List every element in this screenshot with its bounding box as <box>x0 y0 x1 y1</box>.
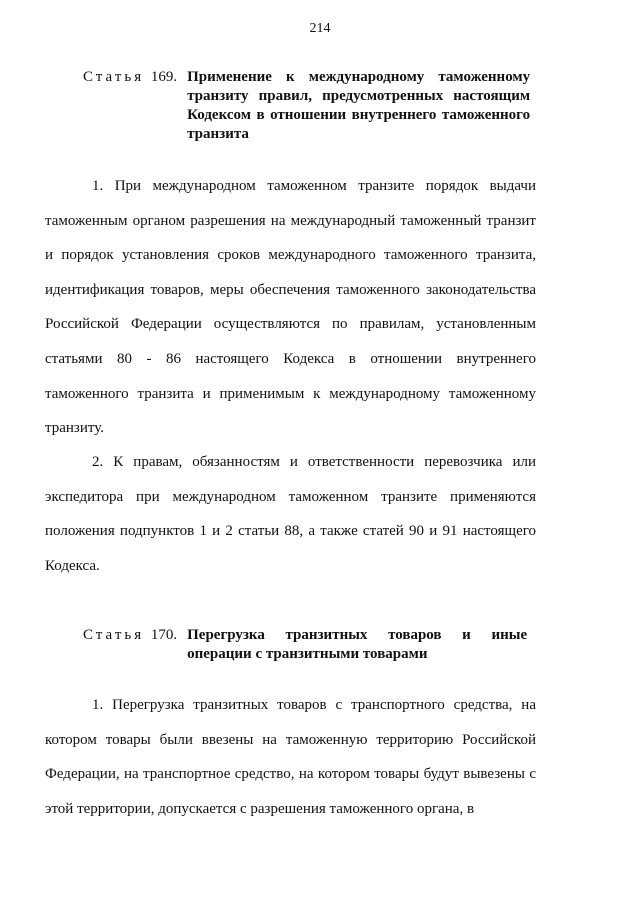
article-label-word: Статья <box>83 69 145 85</box>
article-170-heading <box>83 626 527 664</box>
article-number: 169. <box>150 69 178 85</box>
article-170-paragraph-1: 1. Перегрузка транзитных товаров с транспортного средства, на котором товары были ввезены на таможенную территорию Российской Федерации, на транспортное средство, на котором товары будут вывезены с этой территории, допускается с разрешения таможенного органа, в <box>45 697 536 817</box>
article-169-label <box>83 68 187 87</box>
article-number: 170. <box>150 627 178 643</box>
article-170-title: Перегрузка транзитных товаров и иные операции с транзитными товарами <box>187 627 528 662</box>
page-number: 214 <box>309 21 331 36</box>
article-169-heading <box>83 68 530 144</box>
article-169-title: Применение к международному таможенному транзиту правил, предусмотренных настоящим Кодексом в отношении внутреннего таможенного транзита <box>187 69 531 142</box>
article-169-paragraph-2: 2. К правам, обязанностям и ответственности перевозчика или экспедитора при международном таможенном транзите применяются положения подпунктов 1 и 2 статьи 88, а также статей 90 и 91 настоящего Кодекса. <box>45 454 536 574</box>
article-label-word: Статья <box>83 627 145 643</box>
article-169-paragraph-1: 1. При международном таможенном транзите порядок выдачи таможенным органом разрешения на международный таможенный транзит и порядок установления сроков международного таможенного транзита, идентификация товаров, меры обеспечения таможенного законодательства Российской Федерации осуществляются по правилам, установленным статьями 80 - 86 настоящего Кодекса в отношении внутреннего таможенного транзита и применимым к международному таможенному транзиту. <box>45 178 536 437</box>
article-170-label <box>83 626 187 645</box>
